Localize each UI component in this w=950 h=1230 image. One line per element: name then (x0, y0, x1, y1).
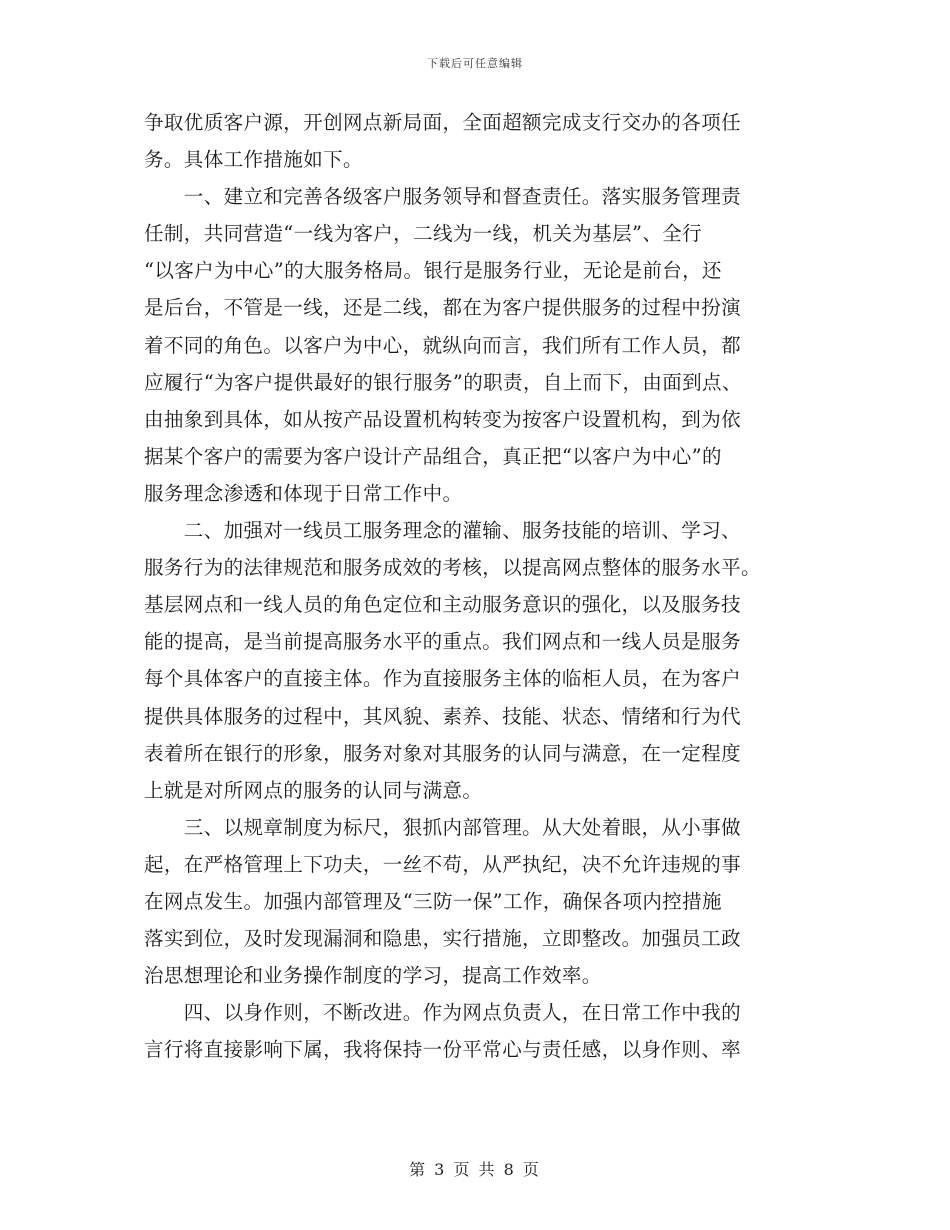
text-line: 是后台，不管是一线，还是二线，都在为客户提供服务的过程中扮演 (144, 296, 742, 320)
document-body (144, 104, 806, 1068)
page-number-footer: 第 3 页 共 8 页 (409, 1160, 541, 1179)
text-line: 三、以规章制度为标尺，狠抓内部管理。从大处着眼，从小事做 (144, 815, 742, 839)
text-line: “以客户为中心”的大服务格局。银行是服务行业，无论是前台，还 (144, 259, 722, 283)
text-line: 任制，共同营造“一线为客户，二线为一线，机关为基层”、全行 (144, 222, 703, 246)
text-line: 提供具体服务的过程中，其风貌、素养、技能、状态、情绪和行为代 (144, 704, 742, 728)
text-line: 由抽象到具体，如从按产品设置机构转变为按客户设置机构，到为依 (144, 407, 742, 431)
text-line: 一、建立和完善各级客户服务领导和督查责任。落实服务管理责 (144, 185, 742, 209)
text-line: 应履行“为客户提供最好的银行服务”的职责，自上而下，由面到点、 (144, 370, 742, 394)
text-line: 起，在严格管理上下功夫，一丝不苟，从严执纪，决不允许违规的事 (144, 852, 742, 876)
text-line: 务。具体工作措施如下。 (144, 148, 363, 172)
text-line: 着不同的角色。以客户为中心，就纵向而言，我们所有工作人员，都 (144, 333, 742, 357)
text-line: 在网点发生。加强内部管理及“三防一保”工作，确保各项内控措施 (144, 889, 722, 913)
text-line: 基层网点和一线人员的角色定位和主动服务意识的强化，以及服务技 (144, 593, 742, 617)
text-line: 四、以身作则，不断改进。作为网点负责人，在日常工作中我的 (144, 1001, 742, 1025)
text-line: 争取优质客户源，开创网点新局面，全面超额完成支行交办的各项任 (144, 111, 742, 134)
text-line: 二、加强对一线员工服务理念的灌输、服务技能的培训、学习、 (144, 519, 742, 543)
text-line: 上就是对所网点的服务的认同与满意。 (144, 778, 483, 802)
text-line: 据某个客户的需要为客户设计产品组合，真正把“以客户为中心”的 (144, 444, 722, 468)
text-line: 言行将直接影响下属，我将保持一份平常心与责任感，以身作则、率 (144, 1038, 742, 1062)
text-line: 能的提高，是当前提高服务水平的重点。我们网点和一线人员是服务 (144, 630, 742, 654)
text-line: 服务行为的法律规范和服务成效的考核，以提高网点整体的服务水平。 (144, 556, 761, 580)
text-line: 表着所在银行的形象，服务对象对其服务的认同与满意，在一定程度 (144, 741, 742, 765)
text-line: 每个具体客户的直接主体。作为直接服务主体的临柜人员，在为客户 (144, 667, 742, 691)
page-header-note: 下载后可任意编辑 (427, 57, 523, 70)
text-line: 落实到位，及时发现漏洞和隐患，实行措施，立即整改。加强员工政 (144, 927, 742, 951)
text-line: 服务理念渗透和体现于日常工作中。 (144, 481, 463, 505)
text-line: 治思想理论和业务操作制度的学习，提高工作效率。 (144, 964, 602, 988)
